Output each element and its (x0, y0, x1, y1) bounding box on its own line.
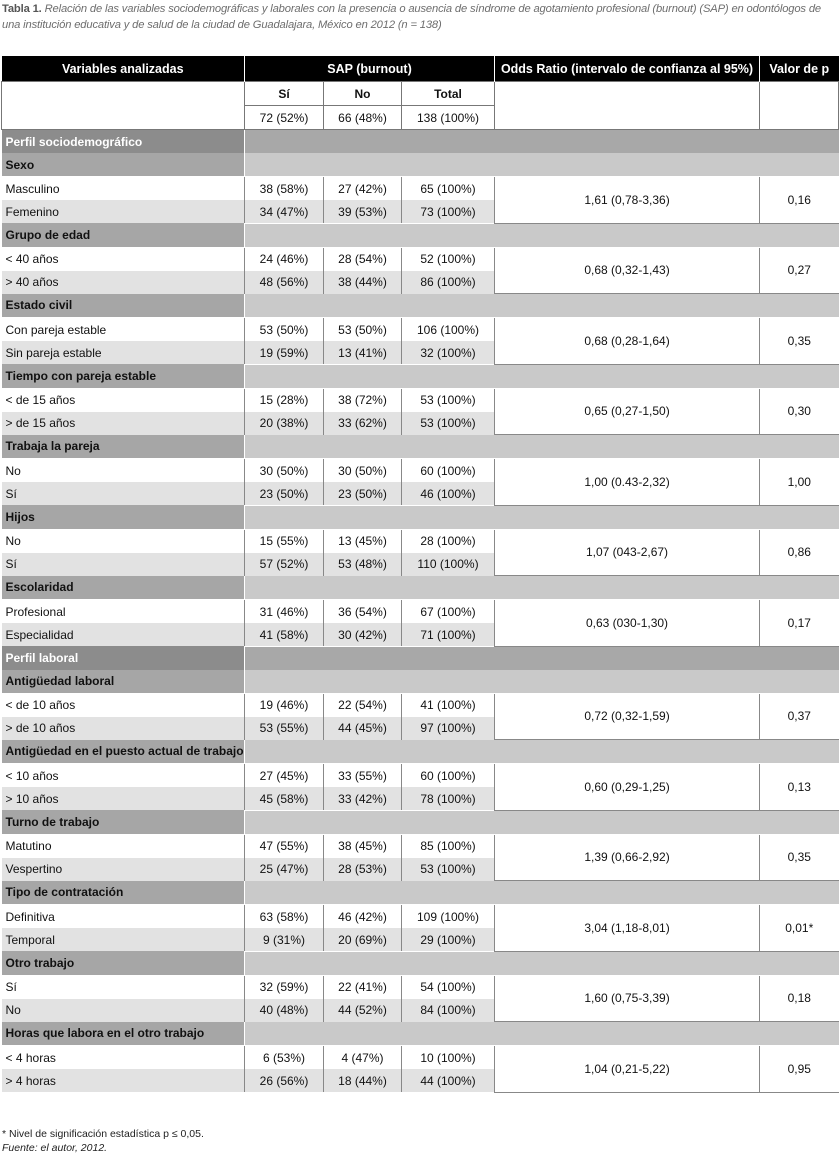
group-title: Estado civil (2, 294, 245, 318)
group-fill (245, 505, 839, 529)
cell-p-value: 0,17 (760, 600, 839, 647)
cell-si: 48 (56%) (245, 271, 324, 294)
cell-si: 19 (46%) (245, 693, 324, 717)
cell-odds-ratio: 1,61 (0,78-3,36) (495, 177, 760, 224)
cell-no: 30 (50%) (324, 459, 402, 483)
cell-p-value: 0,18 (760, 975, 839, 1022)
section-title: Perfil sociodemográfico (2, 130, 245, 154)
cell-si: 34 (47%) (245, 200, 324, 223)
subheader-si: Sí (245, 82, 324, 106)
cell-no: 33 (42%) (324, 787, 402, 810)
section-row (2, 130, 839, 154)
subheader-total: Total (402, 82, 495, 106)
cell-no: 38 (72%) (324, 388, 402, 412)
row-label: Femenino (2, 200, 245, 223)
cell-no: 18 (44%) (324, 1069, 402, 1092)
row-label: < 4 horas (2, 1046, 245, 1070)
cell-si: 30 (50%) (245, 459, 324, 483)
total-all: 138 (100%) (402, 106, 495, 130)
group-title: Horas que labora en el otro trabajo (2, 1022, 245, 1046)
cell-p-value: 0,37 (760, 693, 839, 740)
cell-si: 31 (46%) (245, 600, 324, 624)
cell-total: 85 (100%) (402, 834, 495, 858)
cell-total: 46 (100%) (402, 482, 495, 505)
cell-total: 28 (100%) (402, 529, 495, 553)
cell-total: 73 (100%) (402, 200, 495, 223)
cell-p-value: 0,01* (760, 905, 839, 952)
cell-no: 44 (52%) (324, 999, 402, 1022)
row-label: < 40 años (2, 247, 245, 271)
group-row (2, 505, 839, 529)
cell-p-value: 1,00 (760, 459, 839, 506)
table-row (2, 247, 839, 271)
cell-odds-ratio: 1,07 (043-2,67) (495, 529, 760, 576)
cell-no: 33 (62%) (324, 412, 402, 435)
group-title: Antigüedad en el puesto actual de trabajo (2, 740, 245, 764)
cell-si: 27 (45%) (245, 764, 324, 788)
cell-no: 28 (53%) (324, 858, 402, 881)
subheader-no: No (324, 82, 402, 106)
cell-odds-ratio: 1,39 (0,66-2,92) (495, 834, 760, 881)
cell-si: 47 (55%) (245, 834, 324, 858)
cell-odds-ratio: 1,00 (0.43-2,32) (495, 459, 760, 506)
group-row (2, 223, 839, 247)
cell-no: 4 (47%) (324, 1046, 402, 1070)
cell-p-value: 0,35 (760, 318, 839, 365)
group-fill (245, 1022, 839, 1046)
cell-total: 52 (100%) (402, 247, 495, 271)
group-row (2, 740, 839, 764)
group-fill (245, 881, 839, 905)
cell-no: 23 (50%) (324, 482, 402, 505)
row-label: < 10 años (2, 764, 245, 788)
cell-no: 46 (42%) (324, 905, 402, 929)
row-label: Especialidad (2, 623, 245, 646)
group-fill (245, 576, 839, 600)
row-label: Sí (2, 482, 245, 505)
group-row (2, 670, 839, 694)
table-row (2, 1046, 839, 1070)
group-title: Hijos (2, 505, 245, 529)
subheader-or-blank (495, 82, 760, 130)
cell-si: 57 (52%) (245, 553, 324, 576)
row-label: No (2, 529, 245, 553)
cell-total: 10 (100%) (402, 1046, 495, 1070)
cell-total: 65 (100%) (402, 177, 495, 201)
cell-si: 20 (38%) (245, 412, 324, 435)
cell-no: 39 (53%) (324, 200, 402, 223)
row-label: Matutino (2, 834, 245, 858)
cell-total: 53 (100%) (402, 412, 495, 435)
cell-si: 15 (55%) (245, 529, 324, 553)
row-label: > 4 horas (2, 1069, 245, 1092)
group-fill (245, 435, 839, 459)
cell-odds-ratio: 3,04 (1,18-8,01) (495, 905, 760, 952)
cell-p-value: 0,86 (760, 529, 839, 576)
cell-no: 22 (54%) (324, 693, 402, 717)
table-header-row (2, 56, 839, 82)
cell-no: 44 (45%) (324, 717, 402, 740)
cell-no: 38 (45%) (324, 834, 402, 858)
group-fill (245, 740, 839, 764)
row-label: Con pareja estable (2, 318, 245, 342)
row-label: Temporal (2, 928, 245, 951)
results-table (1, 56, 839, 1093)
cell-total: 41 (100%) (402, 693, 495, 717)
table-row (2, 905, 839, 929)
header-odds-ratio: Odds Ratio (intervalo de confianza al 95%) (495, 56, 760, 82)
group-row (2, 576, 839, 600)
group-title: Tiempo con pareja estable (2, 364, 245, 388)
row-label: > de 10 años (2, 717, 245, 740)
cell-si: 38 (58%) (245, 177, 324, 201)
cell-no: 22 (41%) (324, 975, 402, 999)
cell-si: 19 (59%) (245, 341, 324, 364)
cell-total: 29 (100%) (402, 928, 495, 951)
header-variables: Variables analizadas (2, 56, 245, 82)
cell-odds-ratio: 1,04 (0,21-5,22) (495, 1046, 760, 1093)
subheader-p-blank (760, 82, 839, 130)
subheader-blank (2, 82, 245, 130)
group-title: Trabaja la pareja (2, 435, 245, 459)
table-row (2, 318, 839, 342)
cell-odds-ratio: 0,60 (0,29-1,25) (495, 764, 760, 811)
group-title: Sexo (2, 153, 245, 177)
row-label: > 10 años (2, 787, 245, 810)
table-row (2, 764, 839, 788)
group-title: Turno de trabajo (2, 810, 245, 834)
cell-no: 13 (45%) (324, 529, 402, 553)
table-row (2, 975, 839, 999)
cell-no: 53 (48%) (324, 553, 402, 576)
group-fill (245, 670, 839, 694)
cell-odds-ratio: 0,65 (0,27-1,50) (495, 388, 760, 435)
cell-p-value: 0,35 (760, 834, 839, 881)
group-title: Escolaridad (2, 576, 245, 600)
table-body (2, 56, 839, 1092)
group-row (2, 810, 839, 834)
cell-odds-ratio: 0,68 (0,28-1,64) (495, 318, 760, 365)
cell-no: 38 (44%) (324, 271, 402, 294)
group-fill (245, 364, 839, 388)
cell-si: 15 (28%) (245, 388, 324, 412)
cell-total: 84 (100%) (402, 999, 495, 1022)
cell-p-value: 0,13 (760, 764, 839, 811)
cell-si: 26 (56%) (245, 1069, 324, 1092)
cell-p-value: 0,16 (760, 177, 839, 224)
cell-total: 60 (100%) (402, 764, 495, 788)
cell-total: 60 (100%) (402, 459, 495, 483)
cell-si: 6 (53%) (245, 1046, 324, 1070)
group-row (2, 364, 839, 388)
row-label: Vespertino (2, 858, 245, 881)
cell-p-value: 0,30 (760, 388, 839, 435)
cell-si: 41 (58%) (245, 623, 324, 646)
group-fill (245, 153, 839, 177)
cell-odds-ratio: 1,60 (0,75-3,39) (495, 975, 760, 1022)
cell-total: 106 (100%) (402, 318, 495, 342)
group-title: Otro trabajo (2, 951, 245, 975)
cell-no: 27 (42%) (324, 177, 402, 201)
table-caption (2, 1, 838, 33)
header-sap: SAP (burnout) (245, 56, 495, 82)
table-footnotes (2, 1127, 204, 1155)
cell-total: 53 (100%) (402, 388, 495, 412)
cell-si: 53 (50%) (245, 318, 324, 342)
row-label: < de 15 años (2, 388, 245, 412)
group-row (2, 951, 839, 975)
table-row (2, 834, 839, 858)
row-label: Sí (2, 975, 245, 999)
row-label: Sin pareja estable (2, 341, 245, 364)
row-label: > 40 años (2, 271, 245, 294)
table-row (2, 459, 839, 483)
cell-total: 54 (100%) (402, 975, 495, 999)
cell-si: 32 (59%) (245, 975, 324, 999)
group-row (2, 881, 839, 905)
cell-si: 53 (55%) (245, 717, 324, 740)
caption-label: Tabla 1. (2, 3, 42, 15)
cell-no: 53 (50%) (324, 318, 402, 342)
row-label: No (2, 999, 245, 1022)
table-row (2, 529, 839, 553)
cell-p-value: 0,27 (760, 247, 839, 294)
cell-p-value: 0,95 (760, 1046, 839, 1093)
row-label: > de 15 años (2, 412, 245, 435)
table-row (2, 693, 839, 717)
table-subheader-row (2, 82, 839, 106)
total-no: 66 (48%) (324, 106, 402, 130)
group-row (2, 1022, 839, 1046)
row-label: Profesional (2, 600, 245, 624)
group-fill (245, 294, 839, 318)
cell-total: 53 (100%) (402, 858, 495, 881)
cell-total: 97 (100%) (402, 717, 495, 740)
table-row (2, 177, 839, 201)
row-label: Definitiva (2, 905, 245, 929)
row-label: < de 10 años (2, 693, 245, 717)
table-row (2, 600, 839, 624)
cell-no: 36 (54%) (324, 600, 402, 624)
cell-total: 32 (100%) (402, 341, 495, 364)
section-row (2, 646, 839, 670)
group-title: Antigüedad laboral (2, 670, 245, 694)
cell-si: 24 (46%) (245, 247, 324, 271)
cell-odds-ratio: 0,72 (0,32-1,59) (495, 693, 760, 740)
cell-no: 28 (54%) (324, 247, 402, 271)
total-si: 72 (52%) (245, 106, 324, 130)
cell-total: 86 (100%) (402, 271, 495, 294)
cell-total: 67 (100%) (402, 600, 495, 624)
cell-si: 45 (58%) (245, 787, 324, 810)
section-fill (245, 646, 839, 670)
row-label: Sí (2, 553, 245, 576)
header-p-value: Valor de p (760, 56, 839, 82)
cell-total: 78 (100%) (402, 787, 495, 810)
cell-total: 44 (100%) (402, 1069, 495, 1092)
cell-no: 20 (69%) (324, 928, 402, 951)
cell-si: 63 (58%) (245, 905, 324, 929)
source-note: Fuente: el autor, 2012. (2, 1142, 108, 1154)
cell-total: 110 (100%) (402, 553, 495, 576)
row-label: Masculino (2, 177, 245, 201)
cell-no: 33 (55%) (324, 764, 402, 788)
cell-odds-ratio: 0,63 (030-1,30) (495, 600, 760, 647)
cell-no: 30 (42%) (324, 623, 402, 646)
cell-si: 40 (48%) (245, 999, 324, 1022)
group-title: Tipo de contratación (2, 881, 245, 905)
section-fill (245, 130, 839, 154)
section-title: Perfil laboral (2, 646, 245, 670)
cell-si: 25 (47%) (245, 858, 324, 881)
group-row (2, 153, 839, 177)
group-row (2, 435, 839, 459)
significance-note: * Nivel de significación estadística p ≤ 0,05. (2, 1128, 204, 1140)
table-row (2, 388, 839, 412)
cell-si: 9 (31%) (245, 928, 324, 951)
group-fill (245, 810, 839, 834)
cell-total: 109 (100%) (402, 905, 495, 929)
row-label: No (2, 459, 245, 483)
cell-si: 23 (50%) (245, 482, 324, 505)
cell-odds-ratio: 0,68 (0,32-1,43) (495, 247, 760, 294)
caption-text: Relación de las variables sociodemográficas y laborales con la presencia o ausencia de síndrome de agotamiento profesional (burnout) (SAP) en odontólogos de una institución educativa y de salud de la ciudad de Guadalajara, México en 2012 (n = 138) (2, 3, 821, 31)
group-title: Grupo de edad (2, 223, 245, 247)
group-fill (245, 951, 839, 975)
cell-no: 13 (41%) (324, 341, 402, 364)
group-fill (245, 223, 839, 247)
cell-total: 71 (100%) (402, 623, 495, 646)
group-row (2, 294, 839, 318)
